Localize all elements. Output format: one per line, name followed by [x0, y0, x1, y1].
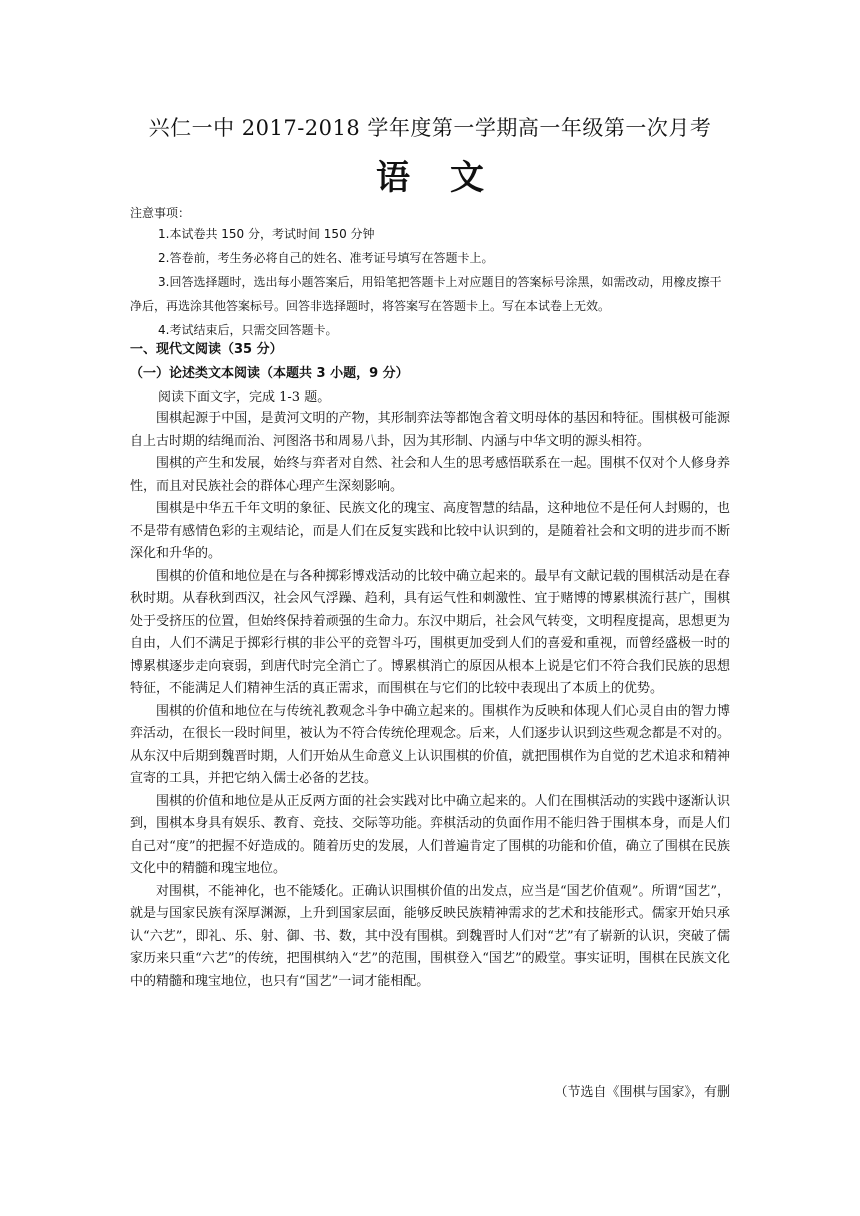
article-paragraph: 围棋的价值和地位在与传统礼教观念斗争中确立起来的。围棋作为反映和体现人们心灵自由的智力博弈活动，在很长一段时间里，被认为不符合传统伦理观念。后来，人们逐步认识到这些观念都是不对的。从东汉中后期到魏晋时期，人们开始从生命意义上认识围棋的价值，就把围棋作为自觉的艺术追求和精神宣寄的工具，并把它纳入儒士必备的艺技。: [130, 703, 730, 786]
article-paragraph: 围棋的价值和地位是从正反两方面的社会实践对比中确立起来的。人们在围棋活动的实践中逐渐认识到，围棋本身具有娱乐、教育、竞技、交际等功能。弈棋活动的负面作用不能归咎于围棋本身，而是人们自己对“度”的把握不好造成的。随着历史的发展，人们普遍肯定了围棋的功能和价值，确立了围棋在民族文化中的精髓和瑰宝地位。: [130, 793, 730, 876]
article-paragraph: 围棋是中华五千年文明的象征、民族文化的瑰宝、高度智慧的结晶，这种地位不是任何人封赐的，也不是带有感情色彩的主观结论，而是人们在反复实践和比较中认识到的，是随着社会和文明的进步而不断深化和升华的。: [130, 501, 730, 561]
exam-title: 兴仁一中 2017-2018 学年度第一学期高一年级第一次月考: [148, 116, 712, 140]
article-paragraph: 围棋的价值和地位是在与各种掷彩博戏活动的比较中确立起来的。最早有文献记载的围棋活动是在春秋时期。从春秋到西汉，社会风气浮躁、趋利，具有运气性和刺激性、宜于赌博的博累棋流行甚广，围棋处于受挤压的位置，但始终保持着顽强的生命力。东汉中期后，社会风气转变，文明程度提高，思想更为自由，人们不满足于掷彩行棋的非公平的竞智斗巧，围棋更加受到人们的喜爱和重视，而曾经盛极一时的博累棋逐步走向衰弱，到唐代时完全消亡了。博累棋消亡的原因从根本上说是它们不符合我们民族的思想特征，不能满足人们精神生活的真正需求，而围棋在与它们的比较中表现出了本质上的优势。: [130, 568, 730, 696]
subject-title: 语文: [376, 158, 524, 198]
article-paragraph: 围棋起源于中国，是黄河文明的产物，其形制弈法等都饱含着文明母体的基因和特征。围棋极可能源自上古时期的结绳而治、河图洛书和周易八卦，因为其形制、内涵与中华文明的源头相符。: [130, 411, 730, 449]
note-item: 3.回答选择题时，选出每小题答案后，用铅笔把答题卡上对应题目的答案标号涂黑，如需改动，用橡皮擦干净后，再选涂其他答案标号。回答非选择题时，将答案写在答题卡上。写在本试卷上无效。: [130, 275, 722, 313]
article-paragraph: 对围棋，不能神化，也不能矮化。正确认识围棋价值的出发点，应当是“国艺价值观”。所谓“国艺”，就是与国家民族有深厚渊源，上升到国家层面，能够反映民族精神需求的艺术和技能形式。儒家开始只承认“六艺”，即礼、乐、射、御、书、数，其中没有围棋。到魏晋时人们对“艺”有了崭新的认识，突破了儒家历来只重“六艺”的传统，把围棋纳入“艺”的范围，围棋登入“国艺”的殿堂。事实证明，围棋在民族文化中的精髓和瑰宝地位，也只有“国艺”一词才能相配。: [130, 883, 730, 989]
notes-list: [130, 222, 730, 342]
note-item: 2.答卷前，考生务必将自己的姓名、准考证号填写在答题卡上。: [158, 251, 494, 265]
part-title: 一、现代文阅读（35 分）: [130, 342, 283, 357]
note-item: 4.考试结束后，只需交回答题卡。: [158, 323, 338, 337]
reading-instruction: 阅读下面文字，完成 1-3 题。: [158, 390, 331, 405]
note-item: 1.本试卷共 150 分，考试时间 150 分钟: [158, 227, 375, 241]
article-source: （节选自《围棋与国家》，有删: [554, 1085, 730, 1100]
sub-section-title: （一）论述类文本阅读（本题共 3 小题，9 分）: [130, 366, 409, 381]
notes-heading: 注意事项：: [130, 206, 191, 220]
article-paragraph: 围棋的产生和发展，始终与弈者对自然、社会和人生的思考感悟联系在一起。围棋不仅对个人修身养性，而且对民族社会的群体心理产生深刻影响。: [130, 456, 730, 494]
article-body: [130, 408, 730, 993]
